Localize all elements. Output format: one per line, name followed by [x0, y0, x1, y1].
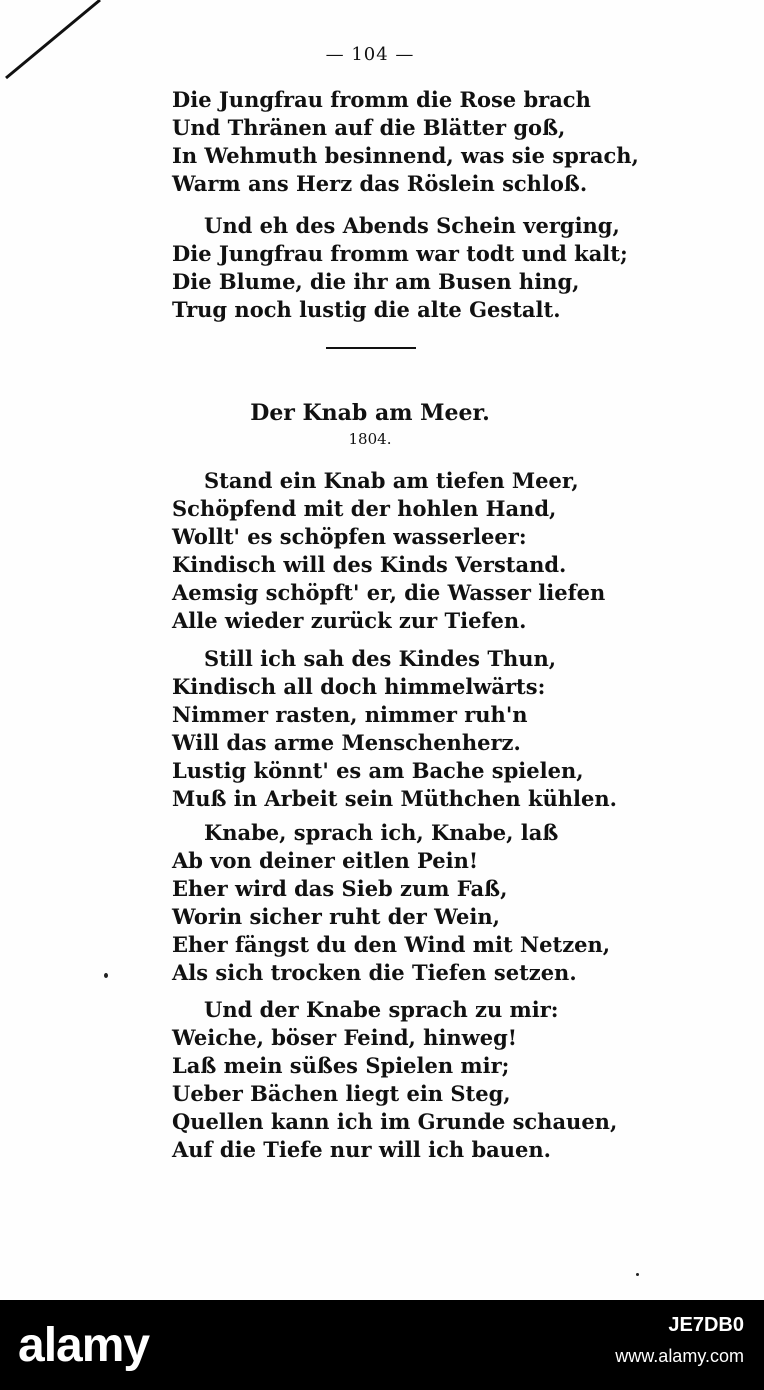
stanza	[172, 212, 628, 324]
verse-line: Und der Knabe sprach zu mir:	[204, 997, 559, 1022]
poem-year: 1804.	[348, 430, 392, 448]
stanza	[172, 819, 610, 987]
verse-line: Lustig könnt' es am Bache spielen,	[172, 758, 584, 783]
verse-line: Quellen kann ich im Grunde schauen,	[172, 1109, 618, 1134]
page-number: — 104 —	[325, 44, 415, 65]
verse-line: Still ich sah des Kindes Thun,	[204, 646, 557, 671]
poem-title: Der Knab am Meer.	[250, 400, 490, 426]
stanza	[172, 645, 617, 813]
verse-line: Die Blume, die ihr am Busen hing,	[172, 269, 580, 294]
verse-line: Nimmer rasten, nimmer ruh'n	[172, 702, 528, 727]
stanza	[172, 996, 617, 1164]
verse-line: Schöpfend mit der hohlen Hand,	[172, 496, 557, 521]
verse-line: Die Jungfrau fromm war todt und kalt;	[172, 241, 628, 266]
stanza	[172, 467, 605, 635]
section-divider	[326, 347, 416, 349]
scan-speck	[636, 1273, 639, 1276]
verse-line: Laß mein süßes Spielen mir;	[172, 1053, 510, 1078]
verse-line: In Wehmuth besinnend, was sie sprach,	[172, 143, 639, 168]
verse-line: Alle wieder zurück zur Tiefen.	[172, 608, 527, 633]
watermark-bar	[0, 1300, 764, 1390]
verse-line: Weiche, böser Feind, hinweg!	[172, 1025, 518, 1050]
site-url: www.alamy.com	[615, 1346, 744, 1366]
alamy-logo: alamy	[18, 1319, 150, 1372]
verse-line: Stand ein Knab am tiefen Meer,	[204, 468, 579, 493]
verse-line: Aemsig schöpft' er, die Wasser liefen	[172, 580, 606, 605]
verse-line: Auf die Tiefe nur will ich bauen.	[172, 1137, 551, 1162]
image-id: JE7DB0	[668, 1314, 744, 1336]
verse-line: Trug noch lustig die alte Gestalt.	[172, 297, 561, 322]
verse-line: Kindisch all doch himmelwärts:	[172, 674, 546, 699]
verse-line: Eher wird das Sieb zum Faß,	[172, 876, 508, 901]
verse-line: Und eh des Abends Schein verging,	[204, 213, 620, 238]
verse-line: Wollt' es schöpfen wasserleer:	[172, 524, 527, 549]
verse-line: Eher fängst du den Wind mit Netzen,	[172, 932, 611, 957]
verse-line: Worin sicher ruht der Wein,	[172, 904, 500, 929]
stanza	[172, 86, 639, 198]
verse-line: Die Jungfrau fromm die Rose brach	[172, 87, 591, 112]
verse-line: Will das arme Menschenherz.	[172, 730, 521, 755]
verse-line: Kindisch will des Kinds Verstand.	[172, 552, 567, 577]
verse-line: Knabe, sprach ich, Knabe, laß	[204, 820, 559, 845]
verse-line: Ab von deiner eitlen Pein!	[172, 848, 479, 873]
verse-line: Als sich trocken die Tiefen setzen.	[172, 960, 577, 985]
verse-line: Ueber Bächen liegt ein Steg,	[172, 1081, 511, 1106]
scan-speck	[104, 973, 108, 978]
verse-line: Und Thränen auf die Blätter goß,	[172, 115, 566, 140]
verse-line: Muß in Arbeit sein Müthchen kühlen.	[172, 786, 617, 811]
verse-line: Warm ans Herz das Röslein schloß.	[172, 171, 588, 196]
